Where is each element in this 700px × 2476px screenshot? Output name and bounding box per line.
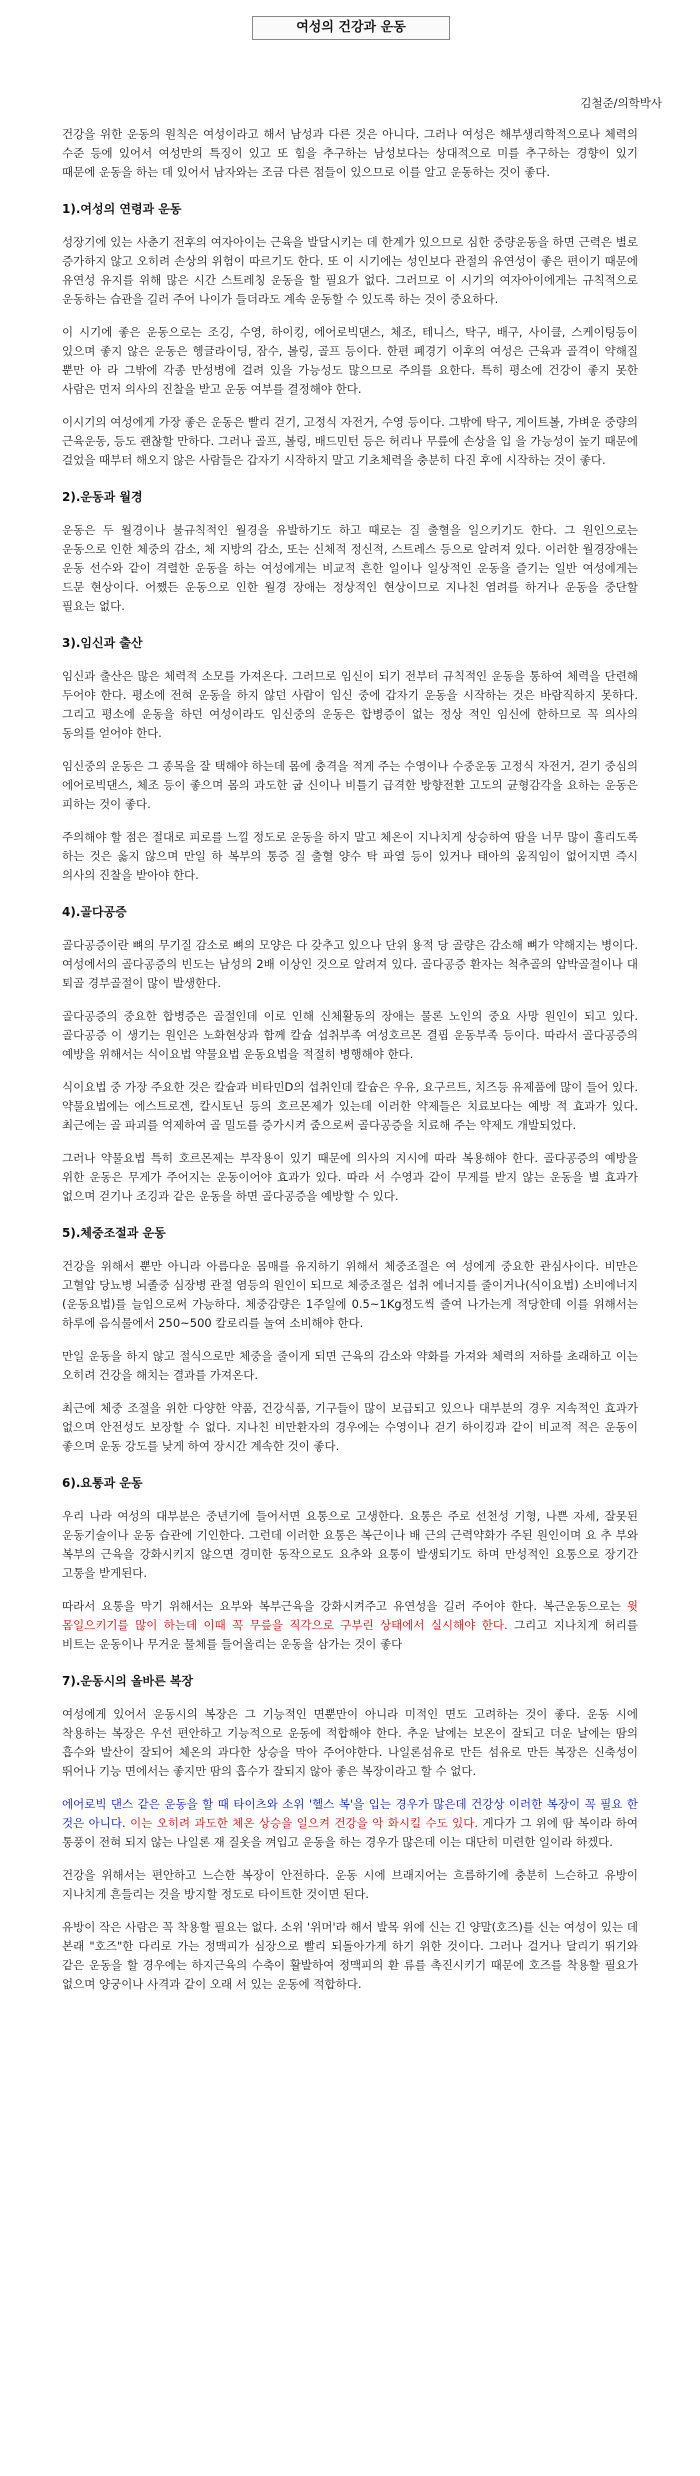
highlighted-text-red: 이는 오히려 과도한 체온 상승을 일으켜 건강을 악 화시킬 수도 있다. <box>125 1816 479 1830</box>
paragraph: 여성에게 있어서 운동시의 복장은 그 기능적인 면뿐만이 아니라 미적인 면도 고려하는 것이 좋다. 운동 시에 착용하는 복장은 우선 편안하고 기능적으로 운동에 적합해야 한다. 추운 날에는 보온이 잘되고 더운 날에는 땀의 흡수와 발산이 잘되어 체온의 과다한 상승을 막아 주어야한다. 나일론섬유로 만든 섬유로 만든 복장은 신축성이 뛰어나 기능 면에서는 좋지만 땀의 흡수가 잘되지 않아 좋은 복장이라고 할 수 없다. <box>62 1707 638 1778</box>
text-run: 그리고 지나치게 허리를 비트는 운동이나 무거운 물체를 들어올리는 운동을 삼가는 것이 좋다 <box>62 1618 638 1651</box>
paragraph <box>62 1597 638 1654</box>
paragraph: 골다공증이란 뼈의 무기질 감소로 뼈의 모양은 다 갖추고 있으나 단위 용적 당 골량은 감소해 뼈가 약해지는 병이다. 여성에서의 골다공증의 빈도는 남성의 2배 이상인 것으로 알려져 있다. 골다공증 환자는 척추골의 압박골절이나 대 퇴골 경부골절이 많이 발생한다. <box>62 938 638 990</box>
article-body <box>62 125 638 1994</box>
paragraph: 식이요법 중 가장 주요한 것은 칼슘과 비타민D의 섭취인데 칼슘은 우유, 요구르트, 치즈등 유제품에 많이 들어 있다. 약물요법에는 에스트로겐, 칼시토닌 등의 호르몬제가 있는데 이러한 약제들은 치료보다는 예방 적 효과가 있다. 최근에는 골 파괴를 억제하여 골 밀도를 증가시켜 줌으로써 골다공증을 치료해 주는 약제도 개발되었다. <box>62 1080 638 1132</box>
intro-paragraph: 건강을 위한 운동의 원칙은 여성이라고 해서 남성과 다른 것은 아니다. 그러나 여성은 해부생리학적으로나 체력의 수준 등에 있어서 여성만의 특징이 있고 또 힘을 추구하는 남성보다는 상대적으로 미를 추구하는 경향이 있기 때문에 운동을 하는 데 있어서 남자와는 조금 다른 점들이 있으므로 이를 알고 운동하는 것이 좋다. <box>62 127 638 179</box>
paragraph: 건강을 위해서는 편안하고 느슨한 복장이 안전하다. 운동 시에 브래지어는 흐름하기에 충분히 느슨하고 유방이 지나치게 흔들리는 것을 방지할 정도로 타이트한 것이면 된다. <box>62 1868 638 1901</box>
section-heading-menstruation: 2).운동과 월경 <box>62 490 143 504</box>
highlighted-text-blue: 에어로빅 댄스 같은 운동을 할 때 타이츠와 소위 '헬스 복'을 입는 경우가 많은데 건강상 이러한 복장이 꼭 필요 한 것은 아니다. <box>62 1797 638 1830</box>
section-heading-osteoporosis: 4).골다공증 <box>62 905 127 919</box>
paragraph: 우리 나라 여성의 대부분은 중년기에 들어서면 요통으로 고생한다. 요통은 주로 선천성 기형, 나쁜 자세, 잘못된 운동기술이나 운동 습관에 기인한다. 그런데 이러한 요통은 복근이나 배 근의 근력약화가 주된 원인이며 요 추 부와 복부의 근육을 강화시키지 않으면 경미한 동작으로도 요추와 요통이 발생되기도 하며 만성적인 요통으로 장기간 고통을 받게된다. <box>62 1509 638 1580</box>
section-heading-backpain: 6).요통과 운동 <box>62 1476 143 1490</box>
section-heading-clothing: 7).운동시의 올바른 복장 <box>62 1674 194 1688</box>
paragraph: 이시기의 여성에게 가장 좋은 운동은 빨리 걷기, 고정식 자전거, 수영 등이다. 그밖에 탁구, 게이트볼, 가벼운 중량의 근육운동, 등도 괜찮할 만하다. 그러나 골프, 볼링, 배드민턴 등은 허리나 무릎에 손상을 입 을 가능성이 높기 때문에 걸었을 때부터 해오지 않은 사람들은 갑자기 시작하지 말고 기초체력을 충분히 다진 후에 시작하는 것이 좋다. <box>62 415 638 467</box>
highlighted-text-red: 윗 몸일으키기를 많이 하는데 이때 꼭 무릎을 직각으로 구부린 상태에서 실시해야 한다. <box>62 1599 638 1632</box>
paragraph: 성장기에 있는 사춘기 전후의 여자아이는 근육을 발달시키는 데 한계가 있으므로 심한 중량운동을 하면 근력은 별로 증가하지 않고 오히려 손상의 위험이 따르기도 한다. 또 이 시기에는 성인보다 관절의 유연성이 좋은 편이기 때문에 유연성 유지를 위해 많은 시간 스트레칭 운동을 할 필요가 없다. 그러므로 이 시기의 여자아이에게는 규칙적으로 운동하는 습관을 길러 주어 나이가 들더라도 계속 운동할 수 있도록 하는 것이 중요하다. <box>62 235 638 306</box>
paragraph: 그러나 약물요법 특히 호르몬제는 부작용이 있기 때문에 의사의 지시에 따라 복용해야 한다. 골다공증의 예방을 위한 운동은 무게가 주어지는 운동이어야 효과가 있다. 따라 서 수영과 같이 무게를 받지 않는 운동을 별 효과가 없으며 걷기나 조깅과 같은 운동을 하면 골다공증을 예방할 수 있다. <box>62 1151 638 1203</box>
document-title: 여성의 건강과 운동 <box>252 16 450 40</box>
author-line: 김철준/의학박사 <box>580 96 662 110</box>
section-heading-weight: 5).체중조절과 운동 <box>62 1226 166 1240</box>
section-heading-age: 1).여성의 연령과 운동 <box>62 202 182 216</box>
text-run: 게다가 그 위에 땀 복이라 하여 통풍이 전혀 되지 않는 나일론 재 질옷을 껴입고 운동을 하는 경우가 많은데 이는 대단히 미련한 일이라 하겠다. <box>62 1816 638 1849</box>
paragraph: 골다공증의 중요한 합병증은 골절인데 이로 인해 신체활동의 장애는 물론 노인의 중요 사망 원인이 되고 있다. 골다공증 이 생기는 원인은 노화현상과 함께 칼슘 섭취부족 여성호르몬 결핍 운동부족 등이다. 따라서 골다공증의 예방을 위해서는 식이요법 약물요법 운동요법을 적절히 병행해야 한다. <box>62 1009 638 1061</box>
paragraph: 임신과 출산은 많은 체력적 소모를 가져온다. 그러므로 임신이 되기 전부터 규칙적인 운동을 통하여 체력을 단련해 두어야 한다. 평소에 전혀 운동을 하지 않던 사람이 임신 중에 갑자기 운동을 시작하는 것은 바람직하지 못하다. 그리고 평소에 운동을 하던 여성이라도 임신중의 운동은 합병증이 없는 정상 적인 임신에 한하므로 꼭 의사의 동의를 얻어야 한다. <box>62 669 638 740</box>
paragraph: 이 시기에 좋은 운동으로는 조깅, 수영, 하이킹, 에어로빅댄스, 체조, 테니스, 탁구, 배구, 사이클, 스케이팅등이 있으며 좋지 않은 운동은 헹글라이딩, 잠수, 볼링, 골프 등이다. 한편 폐경기 이후의 여성은 근육과 골격이 약해질 뿐만 아 라 그밖에 각종 만성병에 걸려 있을 가능성도 많으므로 주의를 요한다. 특히 평소에 건강이 좋지 못한 사람은 먼저 의사의 진찰을 받고 운동 여부를 결정해야 한다. <box>62 325 638 396</box>
paragraph <box>62 1795 638 1852</box>
paragraph: 운동은 두 월경이나 불규칙적인 월경을 유발하기도 하고 때로는 질 출혈을 일으키기도 한다. 그 원인으로는 운동으로 인한 체중의 감소, 체 지방의 감소, 또는 신체적 정신적, 스트레스 등으로 알려져 있다. 이러한 월경장애는 운동 선수와 같이 격렬한 운동을 하는 여성에게는 비교적 흔한 일이나 일상적인 운동을 즐기는 일반 여성에게는 드문 현상이다. 어쨌든 운동으로 인한 월경 장애는 정상적인 현상이므로 지나친 염려를 하거나 운동을 중단할 필요는 없다. <box>62 523 638 613</box>
paragraph: 만일 운동을 하지 않고 절식으로만 체중을 줄이게 되면 근육의 감소와 약화를 가져와 체력의 저하를 초래하고 이는 오히려 건강을 해치는 결과를 가져온다. <box>62 1349 638 1382</box>
paragraph: 유방이 작은 사람은 꼭 착용할 필요는 없다. 소위 '위머'라 해서 발목 위에 신는 긴 양말(호즈)를 신는 여성이 있는 데 본래 "호즈"한 다리로 가는 정맥피가 심장으로 빨리 되돌아가게 하기 위한 것이다. 그러나 걸거나 달리기 뛰기와 같은 운동을 할 경우에는 하지근육의 수축이 활발하여 정맥피의 환 류를 촉진시키기 때문에 호즈를 착용할 필요가 없으며 양궁이나 사격과 같이 오래 서 있는 운동에 적합하다. <box>62 1920 638 1991</box>
paragraph: 건강을 위해서 뿐만 아니라 아름다운 몸매를 유지하기 위해서 체중조절은 여 성에게 중요한 관심사이다. 비만은 고혈압 당뇨병 뇌졸중 심장병 관절 염등의 원인이 되므로 체중조절은 섭취 에너지를 줄이거나(식이요법) 소비에너지(운동요법)를 늘임으로써 가능하다. 체중감량은 1주일에 0.5~1Kg정도씩 줄여 나가는게 적당한데 이를 위해서는 하루에 음식물에서 250~500 칼로리를 놀여 소비해야 한다. <box>62 1259 638 1330</box>
section-heading-pregnancy: 3).임신과 출산 <box>62 636 143 650</box>
paragraph: 최근에 체중 조절을 위한 다양한 약품, 건강식품, 기구들이 많이 보급되고 있으나 대부분의 경우 지속적인 효과가 없으며 안전성도 보장할 수 없다. 지나친 비만환자의 경우에는 수영이나 걷기 하이킹과 같이 비교적 적은 운동이 좋으며 운동 강도를 낮게 하여 장시간 계속한 것이 좋다. <box>62 1401 638 1453</box>
text-run: 따라서 요통을 막기 위해서는 요부와 복부근육을 강화시켜주고 유연성을 길러 주어야 한다. 복근운동으로는 <box>62 1599 627 1613</box>
paragraph: 주의해야 할 점은 절대로 피로를 느낄 정도로 운동을 하지 말고 체온이 지나치게 상승하여 땀을 너무 많이 흘리도록 하는 것은 옳지 않으며 만일 하 복부의 통증 질 출혈 양수 탁 파열 등이 있거나 태아의 움직임이 없어지면 즉시 의사의 진찰을 받아야 한다. <box>62 830 638 882</box>
paragraph: 임신중의 운동은 그 종목을 잘 택해야 하는데 몸에 충격을 적게 주는 수영이나 수중운동 고정식 자전거, 걷기 중심의 에어로빅댄스, 체조 등이 좋으며 몸의 과도한 굽 신이나 비틀기 급격한 방향전환 고도의 균형감각을 요하는 운동은 피하는 것이 좋다. <box>62 759 638 811</box>
